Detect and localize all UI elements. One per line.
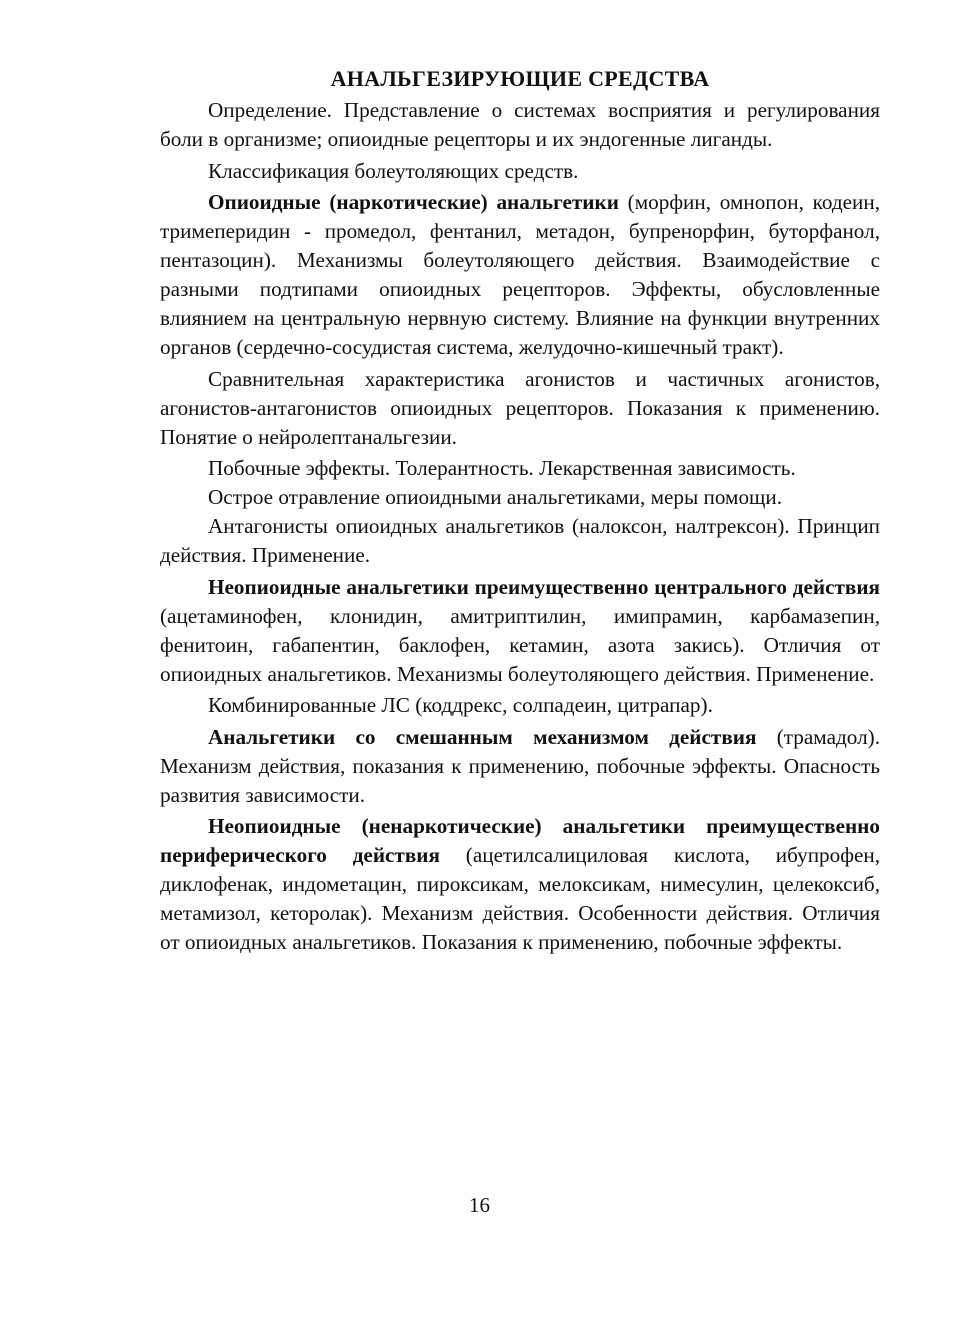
body-text [160,96,880,960]
bold-term: Неопиоидные (ненаркотические) анальгетики преимущественно периферического действия [160,814,880,867]
paragraph-central-nonopioid: Неопиоидные анальгетики преимущественно центрального действия (ацетаминофен, клонидин, амитриптилин, имипрамин, карбамазепин, фенитоин, габапентин, баклофен, кетамин, азота закись). Отличия от опиоидных анальгетиков. Механизмы болеутоляющего действия. Применение. [160,574,880,686]
paragraph-classification: Классификация болеутоляющих средств. [208,158,579,183]
bold-term: Неопиоидные анальгетики преимущественно центрального действия [208,574,880,599]
paragraph-agonists: Сравнительная характеристика агонистов и частичных агонистов, агонистов-антагонистов опиоидных рецепторов. Показания к применению. Понятие о нейролептанальгезии. [160,366,880,449]
paragraph-combined: Комбинированные ЛС (коддрекс, солпадеин, цитрапар). [208,693,713,717]
paragraph-poisoning: Острое отравление опиоидными анальгетиками, меры помощи. [208,485,782,509]
bold-term: Анальгетики со смешанным механизмом действия [208,724,757,749]
paragraph-peripheral-nonopioid: Неопиоидные (ненаркотические) анальгетики преимущественно периферического действия (ацетилсалициловая кислота, ибупрофен, диклофенак, индометацин, пироксикам, мелоксикам, нимесулин, целекоксиб, метамизол, кеторолак). Механизм действия. Особенности действия. Отличия от опиоидных анальгетиков. Показания к применению, побочные эффекты. [160,814,880,954]
paragraph-definition: Определение. Представление о системах восприятия и регулирования боли в организме; опиоидные рецепторы и их эндогенные лиганды. [160,98,880,151]
paragraph-antagonists: Антагонисты опиоидных анальгетиков (налоксон, налтрексон). Принцип действия. Применение. [160,514,880,567]
paragraph-opioid-analgesics: Опиоидные (наркотические) анальгетики (морфин, омнопон, кодеин, тримеперидин - промедол, фентанил, метадон, бупренорфин, буторфанол, пентазоцин). Механизмы болеутоляющего действия. Взаимодействие с разными подтипами опиоидных рецепторов. Эффекты, обусловленные влиянием на центральную нервную систему. Влияние на функции внутренних органов (сердечно-сосудистая система, желудочно-кишечный тракт). [160,190,880,359]
page-title: АНАЛЬГЕЗИРУЮЩИЕ СРЕДСТВА [330,66,710,91]
bold-term: Опиоидные (наркотические) анальгетики [208,190,619,214]
paragraph-side-effects: Побочные эффекты. Толерантность. Лекарственная зависимость. [208,456,796,480]
page-number: 16 [469,1193,490,1217]
paragraph-mixed-mechanism: Анальгетики со смешанным механизмом действия (трамадол). Механизм действия, показания к применению, побочные эффекты. Опасность развития зависимости. [160,724,880,807]
